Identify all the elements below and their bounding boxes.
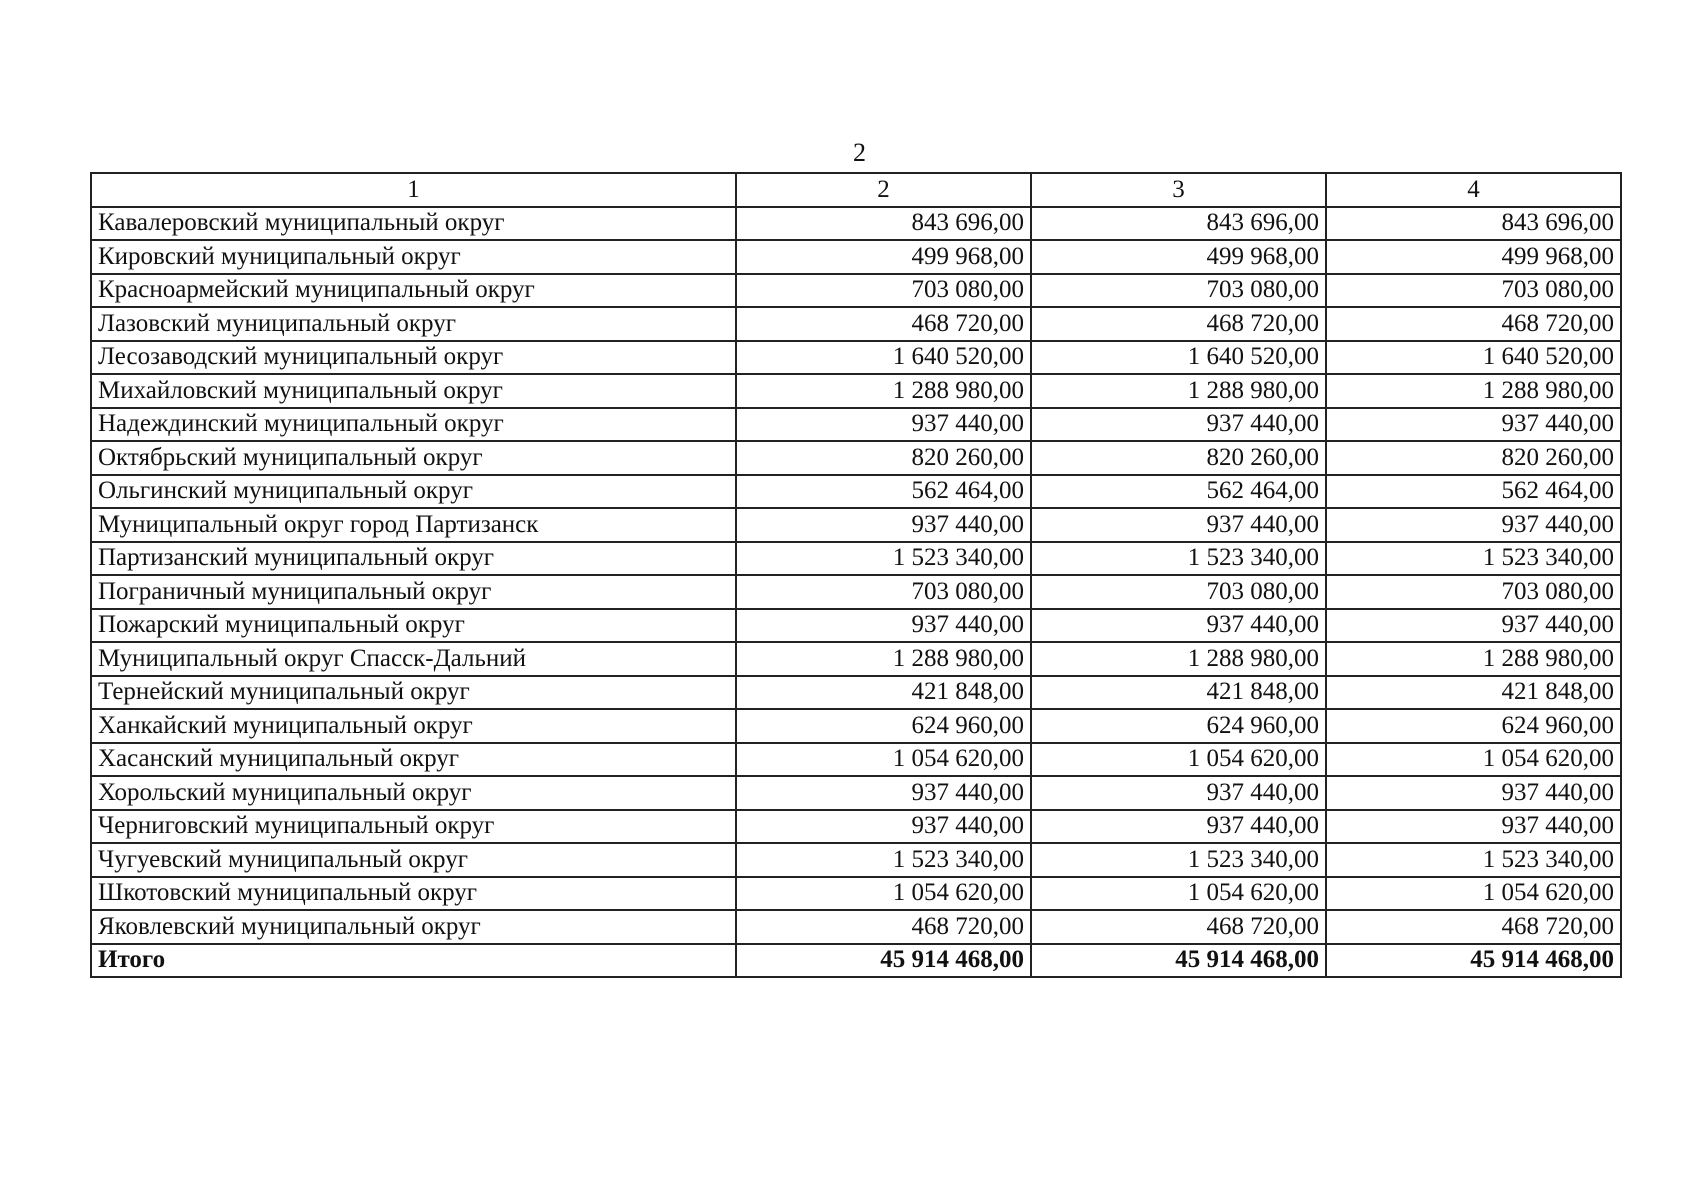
municipality-name: Кавалеровский муниципальный округ — [91, 207, 736, 241]
municipality-name: Михайловский муниципальный округ — [91, 374, 736, 408]
value-col3: 1 054 620,00 — [1031, 877, 1326, 911]
municipality-name: Ханкайский муниципальный округ — [91, 709, 736, 743]
header-cell-2: 2 — [736, 173, 1031, 207]
total-label: Итого — [91, 944, 736, 978]
municipality-name: Лазовский муниципальный округ — [91, 307, 736, 341]
table-footer — [91, 944, 1621, 978]
table-row — [91, 642, 1621, 676]
value-col4: 624 960,00 — [1326, 709, 1621, 743]
municipality-name: Муниципальный округ Спасск-Дальний — [91, 642, 736, 676]
value-col3: 1 288 980,00 — [1031, 374, 1326, 408]
value-col4: 937 440,00 — [1326, 408, 1621, 442]
table-row — [91, 910, 1621, 944]
municipality-name: Шкотовский муниципальный округ — [91, 877, 736, 911]
value-col3: 937 440,00 — [1031, 810, 1326, 844]
value-col3: 1 640 520,00 — [1031, 341, 1326, 375]
value-col2: 1 054 620,00 — [736, 743, 1031, 777]
value-col4: 1 523 340,00 — [1326, 542, 1621, 576]
table-row — [91, 240, 1621, 274]
table-row — [91, 374, 1621, 408]
value-col4: 937 440,00 — [1326, 508, 1621, 542]
value-col2: 1 523 340,00 — [736, 542, 1031, 576]
value-col3: 1 288 980,00 — [1031, 642, 1326, 676]
municipality-name: Хорольский муниципальный округ — [91, 776, 736, 810]
table-header — [91, 173, 1621, 207]
value-col2: 703 080,00 — [736, 575, 1031, 609]
table-row — [91, 877, 1621, 911]
value-col2: 820 260,00 — [736, 441, 1031, 475]
value-col2: 468 720,00 — [736, 307, 1031, 341]
header-cell-1: 1 — [91, 173, 736, 207]
value-col3: 624 960,00 — [1031, 709, 1326, 743]
municipality-name: Муниципальный округ город Партизанск — [91, 508, 736, 542]
value-col2: 843 696,00 — [736, 207, 1031, 241]
table-row — [91, 207, 1621, 241]
table-row — [91, 508, 1621, 542]
value-col4: 1 288 980,00 — [1326, 642, 1621, 676]
municipality-name: Надеждинский муниципальный округ — [91, 408, 736, 442]
table-row — [91, 408, 1621, 442]
value-col4: 468 720,00 — [1326, 910, 1621, 944]
value-col3: 1 523 340,00 — [1031, 843, 1326, 877]
page-number-text: 2 — [853, 138, 866, 167]
value-col3: 820 260,00 — [1031, 441, 1326, 475]
total-value-col4: 45 914 468,00 — [1326, 944, 1621, 978]
value-col4: 421 848,00 — [1326, 676, 1621, 710]
table-row — [91, 542, 1621, 576]
budget-table — [90, 172, 1622, 978]
value-col3: 1 523 340,00 — [1031, 542, 1326, 576]
header-row — [91, 173, 1621, 207]
value-col4: 937 440,00 — [1326, 810, 1621, 844]
value-col2: 937 440,00 — [736, 810, 1031, 844]
value-col3: 843 696,00 — [1031, 207, 1326, 241]
value-col2: 703 080,00 — [736, 274, 1031, 308]
value-col2: 937 440,00 — [736, 609, 1031, 643]
municipality-name: Хасанский муниципальный округ — [91, 743, 736, 777]
municipality-name: Тернейский муниципальный округ — [91, 676, 736, 710]
value-col2: 624 960,00 — [736, 709, 1031, 743]
page-number — [0, 138, 1691, 168]
value-col3: 937 440,00 — [1031, 776, 1326, 810]
table-row — [91, 575, 1621, 609]
value-col3: 937 440,00 — [1031, 609, 1326, 643]
value-col4: 499 968,00 — [1326, 240, 1621, 274]
value-col3: 499 968,00 — [1031, 240, 1326, 274]
table-row — [91, 475, 1621, 509]
value-col4: 937 440,00 — [1326, 609, 1621, 643]
value-col4: 843 696,00 — [1326, 207, 1621, 241]
value-col3: 1 054 620,00 — [1031, 743, 1326, 777]
value-col4: 1 523 340,00 — [1326, 843, 1621, 877]
value-col2: 499 968,00 — [736, 240, 1031, 274]
value-col2: 1 640 520,00 — [736, 341, 1031, 375]
table-row — [91, 274, 1621, 308]
value-col4: 1 640 520,00 — [1326, 341, 1621, 375]
value-col4: 820 260,00 — [1326, 441, 1621, 475]
value-col4: 937 440,00 — [1326, 776, 1621, 810]
value-col4: 562 464,00 — [1326, 475, 1621, 509]
value-col2: 1 523 340,00 — [736, 843, 1031, 877]
municipality-name: Кировский муниципальный округ — [91, 240, 736, 274]
municipality-name: Красноармейский муниципальный округ — [91, 274, 736, 308]
table-row — [91, 743, 1621, 777]
value-col4: 1 054 620,00 — [1326, 877, 1621, 911]
municipality-name: Октябрьский муниципальный округ — [91, 441, 736, 475]
value-col2: 421 848,00 — [736, 676, 1031, 710]
value-col2: 1 288 980,00 — [736, 642, 1031, 676]
value-col3: 562 464,00 — [1031, 475, 1326, 509]
table-row — [91, 709, 1621, 743]
municipality-name: Яковлевский муниципальный округ — [91, 910, 736, 944]
municipality-name: Пограничный муниципальный округ — [91, 575, 736, 609]
value-col3: 937 440,00 — [1031, 408, 1326, 442]
municipality-name: Чугуевский муниципальный округ — [91, 843, 736, 877]
value-col4: 703 080,00 — [1326, 575, 1621, 609]
table-row — [91, 843, 1621, 877]
total-value-col3: 45 914 468,00 — [1031, 944, 1326, 978]
municipality-name: Ольгинский муниципальный округ — [91, 475, 736, 509]
total-value-col2: 45 914 468,00 — [736, 944, 1031, 978]
value-col4: 1 054 620,00 — [1326, 743, 1621, 777]
value-col4: 703 080,00 — [1326, 274, 1621, 308]
value-col3: 468 720,00 — [1031, 910, 1326, 944]
value-col3: 468 720,00 — [1031, 307, 1326, 341]
value-col2: 1 288 980,00 — [736, 374, 1031, 408]
value-col2: 468 720,00 — [736, 910, 1031, 944]
value-col3: 703 080,00 — [1031, 575, 1326, 609]
value-col3: 703 080,00 — [1031, 274, 1326, 308]
value-col4: 468 720,00 — [1326, 307, 1621, 341]
municipality-name: Черниговский муниципальный округ — [91, 810, 736, 844]
value-col2: 937 440,00 — [736, 508, 1031, 542]
value-col2: 937 440,00 — [736, 408, 1031, 442]
value-col2: 562 464,00 — [736, 475, 1031, 509]
value-col2: 937 440,00 — [736, 776, 1031, 810]
municipality-name: Пожарский муниципальный округ — [91, 609, 736, 643]
table-body — [91, 207, 1621, 944]
value-col3: 937 440,00 — [1031, 508, 1326, 542]
municipality-name: Лесозаводский муниципальный округ — [91, 341, 736, 375]
total-row — [91, 944, 1621, 978]
value-col2: 1 054 620,00 — [736, 877, 1031, 911]
table-row — [91, 341, 1621, 375]
table-row — [91, 441, 1621, 475]
municipality-name: Партизанский муниципальный округ — [91, 542, 736, 576]
value-col3: 421 848,00 — [1031, 676, 1326, 710]
table-row — [91, 676, 1621, 710]
table-row — [91, 307, 1621, 341]
table-row — [91, 810, 1621, 844]
table-row — [91, 776, 1621, 810]
header-cell-4: 4 — [1326, 173, 1621, 207]
table-row — [91, 609, 1621, 643]
value-col4: 1 288 980,00 — [1326, 374, 1621, 408]
header-cell-3: 3 — [1031, 173, 1326, 207]
